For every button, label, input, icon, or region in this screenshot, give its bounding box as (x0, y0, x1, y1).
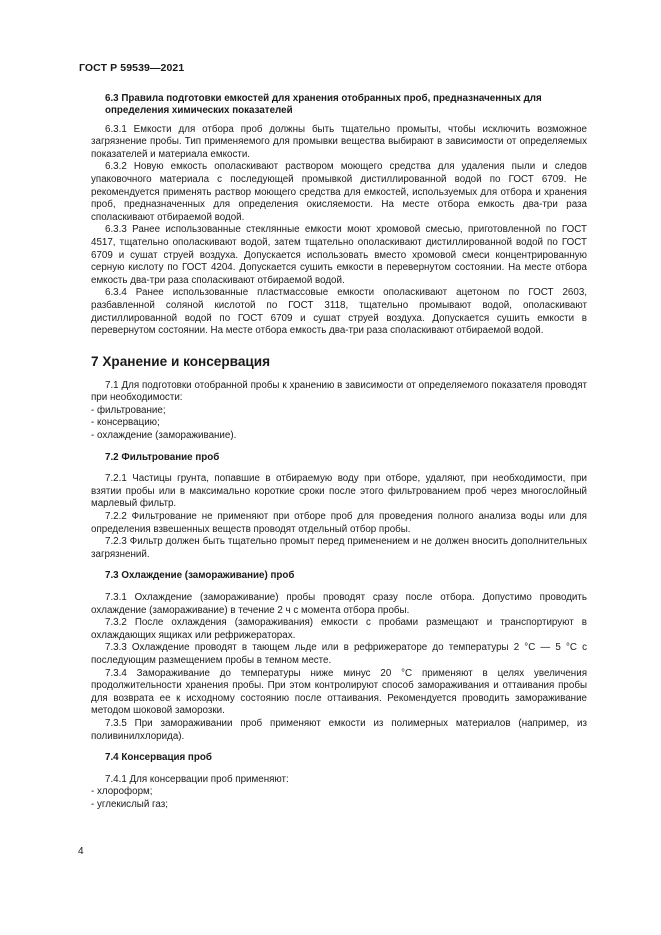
section-7-4-heading: 7.4 Консервация проб (105, 752, 212, 764)
list-item: - хлороформ; (91, 786, 153, 798)
paragraph-6-3-2: 6.3.2 Новую емкость ополаскивают раствором моющего средства для удаления пыли и следов упаковочного материала с последующей промывкой дистиллированной водой по ГОСТ 6709. Не рекомендуется применять раствор моющего средства для емкостей, используемых для отбора и хранения проб, предназначенных для определения окисляемости. На месте отбора емкость два-три раза споласкивают отбираемой водой. (91, 161, 587, 223)
paragraph-6-3-3: 6.3.3 Ранее использованные стеклянные емкости моют хромовой смесью, приготовленной по ГОСТ 4517, тщательно ополаскивают водой, затем тщательно ополаскивают дистиллированной водой по ГОСТ 6709 и сушат струей воздуха. Допускается использовать вместо хромовой смеси концентрированную серную кислоту по ГОСТ 4204. Допускается сушить емкости в перевернутом состоянии. На месте отбора емкость два-три раза споласкивают отбираемой водой. (91, 224, 587, 286)
paragraph-7-4-1: 7.4.1 Для консервации проб применяют: (105, 773, 289, 785)
paragraph-6-3-4: 6.3.4 Ранее использованные пластмассовые емкости ополаскивают ацетоном по ГОСТ 2603, разбавленной соляной кислотой по ГОСТ 3118, тщательно промывают водой, ополаскивают дистиллированной водой по ГОСТ 6709 и сушат струей воздуха. Допускается сушить емкости в перевернутом состоянии. На месте отбора емкость два-три раза споласкивают отбираемой водой. (91, 287, 587, 337)
list-item: - фильтрование; (91, 404, 166, 416)
paragraph-7-3-2: 7.3.2 После охлаждения (замораживания) емкости с пробами размещают и транспортируют в охлаждающих ящиках или рефрижераторах. (91, 617, 587, 641)
section-6-3-heading: 6.3 Правила подготовки емкостей для хранения отобранных проб, предназначенных для определения химических показателей (105, 93, 542, 117)
paragraph-7-3-4: 7.3.4 Замораживание до температуры ниже минус 20 °С применяют в целях увеличения продолжительности хранения пробы. При этом контролируют способ замораживания и оттаивания пробы для возврата ее к исходному состоянию после оттаивания. Рекомендуется проводить замораживание методом шоковой заморозки. (91, 667, 587, 717)
paragraph-7-2-1: 7.2.1 Частицы грунта, попавшие в отбираемую воду при отборе, удаляют, при необходимости, при взятии пробы или в максимально короткие сроки после этого фильтрованием проб через многослойный марлевый фильтр. (91, 473, 587, 510)
list-item: - консервацию; (91, 417, 160, 429)
section-7-2-heading: 7.2 Фильтрование проб (105, 451, 220, 463)
paragraph-7-3-5: 7.3.5 При замораживании проб применяют емкости из полимерных материалов (например, из поливинилхлорида). (91, 717, 587, 742)
paragraph-7-3-1: 7.3.1 Охлаждение (замораживание) пробы проводят сразу после отбора. Допустимо проводить охлаждение (замораживание) в течение 2 ч с момента отбора пробы. (91, 592, 587, 616)
document-body (91, 93, 587, 812)
paragraph-7-1: 7.1 Для подготовки отобранной пробы к хранению в зависимости от определяемого показателя проводят при необходимости: (91, 379, 587, 404)
paragraph-7-2-3: 7.2.3 Фильтр должен быть тщательно промыт перед применением и не должен вносить дополнительных загрязнений. (91, 536, 587, 560)
list-item: - охлаждение (замораживание). (91, 430, 237, 442)
section-7-3-heading: 7.3 Охлаждение (замораживание) проб (105, 570, 295, 582)
page-number: 4 (78, 846, 84, 857)
paragraph-7-2-2: 7.2.2 Фильтрование не применяют при отборе проб для проведения полного анализа воды или для определения взвешенных веществ проводят отдельный отбор пробы. (91, 511, 587, 535)
paragraph-7-3-3: 7.3.3 Охлаждение проводят в тающем льде или в рефрижераторе до температуры 2 °С — 5 °С с последующим размещением пробы в темном месте. (91, 642, 587, 666)
list-item: - углекислый газ; (91, 798, 168, 810)
section-7-heading: 7 Хранение и консервация (91, 353, 271, 369)
paragraph-6-3-1: 6.3.1 Емкости для отбора проб должны быть тщательно промыты, чтобы исключить возможное загрязнение пробы. Тип применяемого для промывки вещества выбирают в зависимости от определяемых показателей и материала емкости. (91, 123, 587, 160)
document-header: ГОСТ Р 59539—2021 (79, 62, 185, 74)
